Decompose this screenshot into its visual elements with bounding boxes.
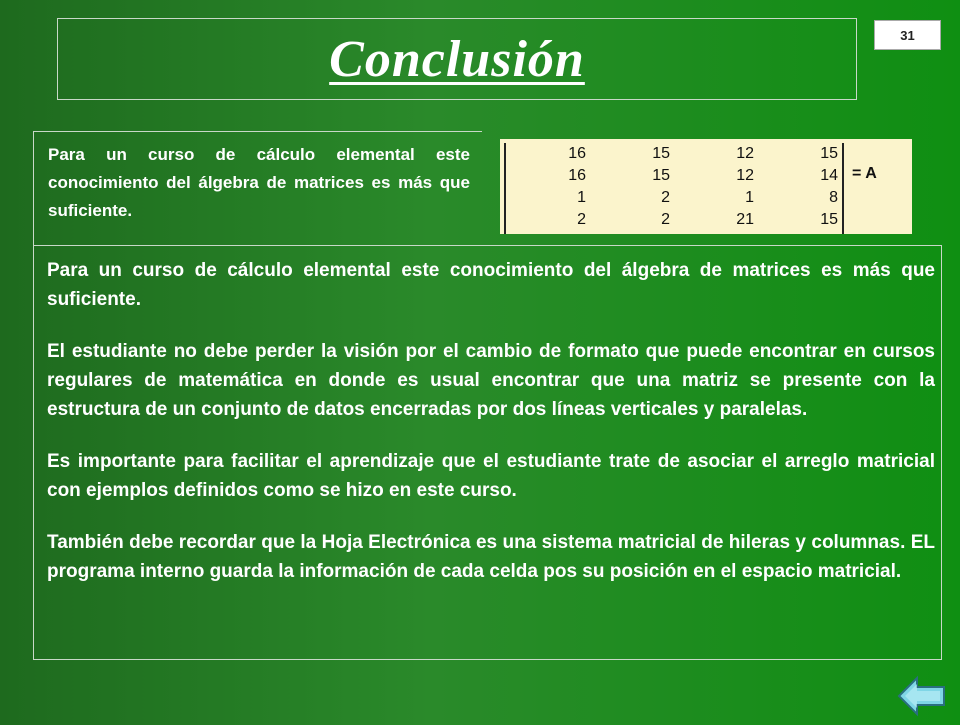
matrix-cell: 8 bbox=[829, 189, 838, 206]
body-paragraph: Es importante para facilitar el aprendizaje que el estudiante trate de asociar el arreglo matricial con ejemplos definidos como se hizo en este curso. bbox=[47, 451, 935, 501]
page-title: Conclusión bbox=[329, 30, 585, 88]
matrix-right-bar bbox=[842, 143, 844, 234]
body-paragraph: El estudiante no debe perder la visión por el cambio de formato que puede encontrar en cursos regulares de matemática en donde es usual encontrar que una matriz se presente con la estructura de un conjunto de datos encerradas por dos líneas verticales y paralelas. bbox=[47, 341, 935, 420]
matrix-cell: 16 bbox=[568, 167, 586, 184]
title-box bbox=[57, 18, 857, 100]
matrix-cell: 15 bbox=[652, 145, 670, 162]
matrix-cell: 2 bbox=[661, 211, 670, 228]
matrix-cell: 15 bbox=[652, 167, 670, 184]
matrix-cell: 1 bbox=[745, 189, 754, 206]
matrix-cell: 2 bbox=[577, 211, 586, 228]
matrix-cell: 12 bbox=[736, 167, 754, 184]
back-button[interactable] bbox=[897, 672, 947, 720]
body-paragraph: También debe recordar que la Hoja Electrónica es una sistema matricial de hileras y columnas. EL programa interno guarda la información de cada celda pos su posición en el espacio matricial. bbox=[47, 532, 935, 582]
matrix-cell: 1 bbox=[577, 189, 586, 206]
matrix-cell: 2 bbox=[661, 189, 670, 206]
matrix-example bbox=[500, 139, 912, 234]
conclusion-body bbox=[33, 245, 942, 660]
matrix-cell: 14 bbox=[820, 167, 838, 184]
matrix-cell: 15 bbox=[820, 211, 838, 228]
intro-text: Para un curso de cálculo elemental este conocimiento del álgebra de matrices es más que suficiente. bbox=[33, 131, 482, 245]
matrix-label: = A bbox=[852, 165, 877, 182]
matrix-grid bbox=[506, 143, 842, 231]
body-paragraph: Para un curso de cálculo elemental este conocimiento del álgebra de matrices es más que suficiente. bbox=[47, 260, 935, 310]
matrix-cell: 16 bbox=[568, 145, 586, 162]
matrix-cell: 21 bbox=[736, 211, 754, 228]
page-number-badge: 31 bbox=[874, 20, 941, 50]
matrix-cell: 12 bbox=[736, 145, 754, 162]
matrix-cell: 15 bbox=[820, 145, 838, 162]
back-arrow-icon bbox=[897, 672, 947, 720]
